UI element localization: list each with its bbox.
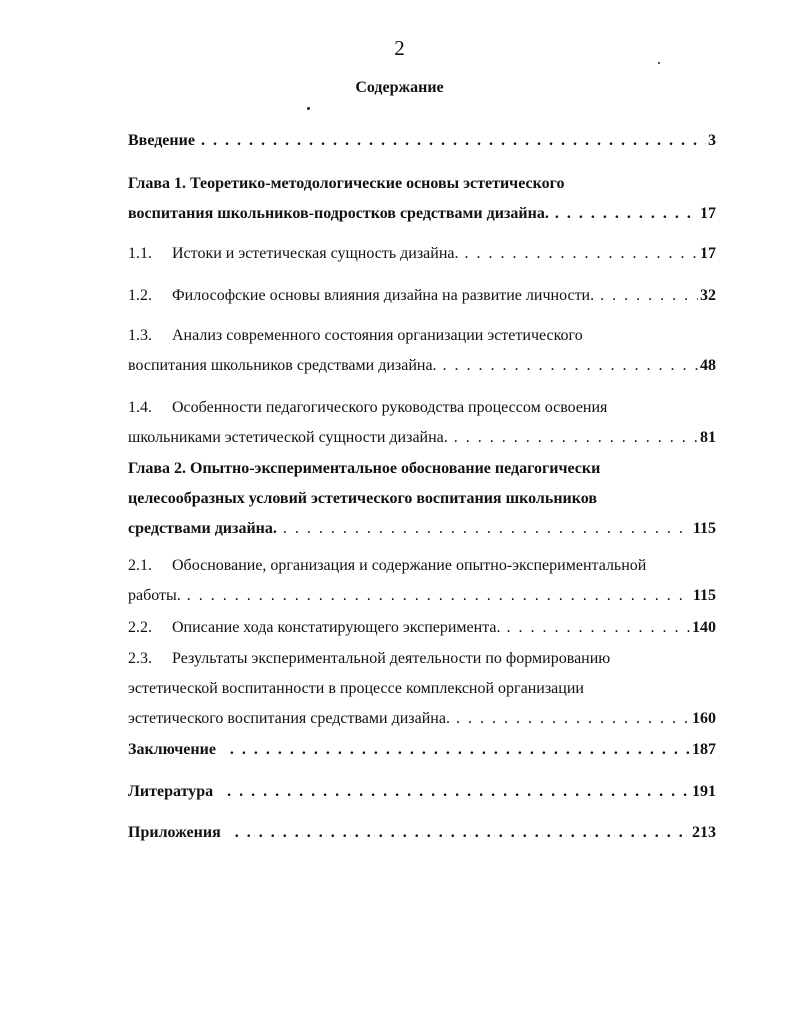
leader-dots	[187, 586, 691, 606]
toc-section-number: 1.3.	[128, 327, 152, 344]
toc-section-1-3-line1[interactable]	[128, 326, 716, 346]
toc-section-number: 2.3.	[128, 650, 152, 667]
toc-section-number: 1.2.	[128, 287, 152, 304]
toc-chapter2-title-part3: средствами дизайна.	[128, 520, 277, 537]
page-title: Содержание	[355, 79, 444, 96]
toc-intro-page: 3	[708, 132, 716, 149]
toc-appendices-label: Приложения	[128, 824, 221, 841]
toc-section-2-3-line1[interactable]	[128, 649, 716, 669]
leader-dots	[235, 823, 690, 843]
leader-dots	[456, 709, 690, 729]
toc-literature[interactable]	[128, 782, 716, 802]
toc-chapter2-line1[interactable]	[128, 459, 716, 479]
leader-dots	[600, 286, 698, 306]
toc-literature-label: Литература	[128, 783, 214, 800]
toc-conclusion[interactable]	[128, 740, 716, 760]
toc-literature-page: 191	[692, 783, 716, 800]
toc-section-1-4-line1[interactable]	[128, 398, 716, 418]
toc-chapter1-title-part1: Глава 1. Теоретико-методологические основы эстетического	[128, 175, 565, 192]
toc-section-1-3-line2[interactable]	[128, 356, 716, 376]
toc-section-page: 115	[692, 587, 716, 604]
toc-chapter1-page: 17	[700, 205, 716, 222]
toc-section-number: 1.4.	[128, 399, 152, 416]
toc-section-2-2[interactable]	[128, 618, 716, 638]
toc-section-page: 32	[700, 287, 716, 304]
toc-section-number: 2.1.	[128, 557, 152, 574]
toc-chapter2-title-part2: целесообразных условий эстетического воспитания школьников	[128, 490, 597, 507]
leader-dots	[443, 356, 698, 376]
toc-chapter1-line1[interactable]	[128, 174, 716, 194]
toc-chapter1-line2[interactable]	[128, 204, 716, 224]
toc-chapter2-page: 115	[692, 520, 716, 537]
toc-conclusion-page: 187	[692, 741, 716, 758]
leader-dots	[230, 740, 690, 760]
toc-section-page: 48	[700, 357, 716, 374]
toc-section-1-4-line2[interactable]	[128, 428, 716, 448]
toc-section-number: 1.1.	[128, 245, 152, 262]
leader-dots	[507, 618, 690, 638]
toc-section-page: 17	[700, 245, 716, 262]
leader-dots	[454, 428, 698, 448]
toc-section-1-1[interactable]	[128, 244, 716, 264]
toc-section-title: эстетического воспитания средствами дизайна.	[128, 710, 450, 727]
toc-section-1-2[interactable]	[128, 286, 716, 306]
toc-section-title: работы.	[128, 587, 181, 604]
toc-appendices[interactable]	[128, 823, 716, 843]
toc-section-title: Результаты экспериментальной деятельности по формированию	[172, 650, 611, 667]
toc-section-title: Особенности педагогического руководства процессом освоения	[172, 399, 608, 416]
toc-section-2-3-line2[interactable]	[128, 679, 716, 699]
toc-section-title: Истоки и эстетическая сущность дизайна.	[172, 245, 459, 262]
scan-speck	[658, 62, 660, 64]
page-number: 2	[394, 36, 405, 60]
leader-dots	[555, 204, 698, 224]
toc-section-page: 160	[692, 710, 716, 727]
toc-section-title: эстетической воспитанности в процессе комплексной организации	[128, 680, 584, 697]
scan-speck	[307, 107, 310, 110]
toc-chapter2-line2[interactable]	[128, 489, 716, 509]
leader-dots	[465, 244, 698, 264]
toc-chapter2-title-part1: Глава 2. Опытно-экспериментальное обоснование педагогически	[128, 460, 601, 477]
toc-chapter2-line3[interactable]	[128, 519, 716, 539]
toc-intro[interactable]	[128, 131, 716, 151]
toc-appendices-page: 213	[692, 824, 716, 841]
toc-section-title: школьниками эстетической сущности дизайна.	[128, 429, 448, 446]
toc-chapter1-title-part2: воспитания школьников-подростков средствами дизайна.	[128, 205, 549, 222]
toc-section-2-3-line3[interactable]	[128, 709, 716, 729]
toc-section-title: Анализ современного состояния организации эстетического	[172, 327, 583, 344]
toc-section-2-1-line1[interactable]	[128, 556, 716, 576]
leader-dots	[201, 131, 706, 151]
leader-dots	[283, 519, 691, 539]
toc-section-title: Описание хода констатирующего эксперимента.	[172, 619, 501, 636]
toc-section-2-1-line2[interactable]	[128, 586, 716, 606]
toc-section-title: Философские основы влияния дизайна на развитие личности.	[172, 287, 595, 304]
toc-intro-label: Введение	[128, 132, 195, 149]
toc-conclusion-label: Заключение	[128, 741, 216, 758]
toc-section-page: 140	[692, 619, 716, 636]
toc-section-number: 2.2.	[128, 619, 152, 636]
toc-section-page: 81	[700, 429, 716, 446]
toc-section-title: воспитания школьников средствами дизайна.	[128, 357, 437, 374]
leader-dots	[227, 782, 690, 802]
toc-section-title: Обоснование, организация и содержание опытно-экспериментальной	[172, 557, 647, 574]
